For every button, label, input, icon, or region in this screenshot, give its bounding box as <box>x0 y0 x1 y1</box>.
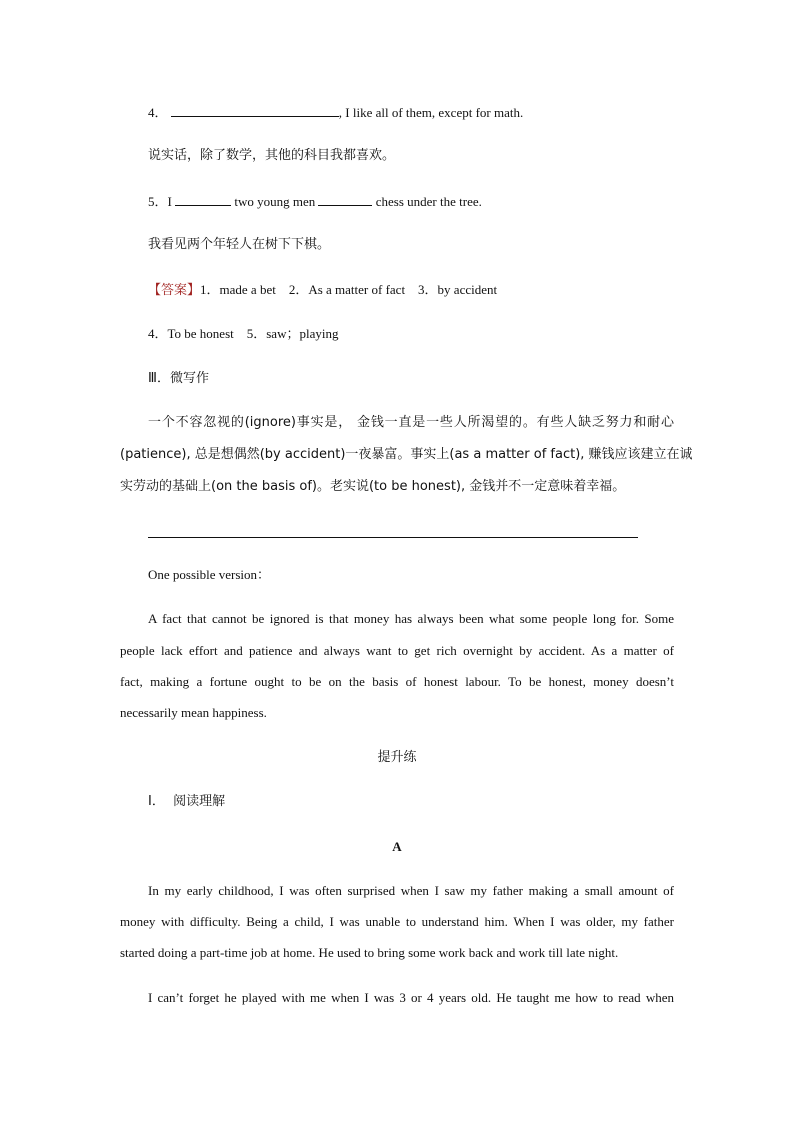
answer-blank[interactable] <box>318 192 372 206</box>
version-line-3: fact, making a fortune ought to be on the basis of honest labour. To be honest, money doesn’t <box>120 674 674 689</box>
answer-tag: 【答案】 <box>148 283 201 298</box>
section-3-title: Ⅲ．微写作 <box>148 371 209 386</box>
question-5-translation: 我看见两个年轻人在树下下棋。 <box>148 237 331 252</box>
question-5-text-mid: two young men <box>234 194 316 209</box>
micro-prompt-line-2: (patience), 总是想偶然(by accident)一夜暴富。事实上(as a matter of fact), 赚钱应该建立在诚 <box>120 447 693 462</box>
practice-title: 提升练 <box>377 750 417 765</box>
question-5-text-end: chess under the tree. <box>375 194 482 209</box>
micro-prompt-line-3: 实劳动的基础上(on the basis of)。老实说(to be honest), 金钱并不一定意味着幸福。 <box>120 479 626 494</box>
version-line-4: necessarily mean happiness. <box>120 705 267 720</box>
passage-label: A <box>392 839 402 854</box>
question-5 <box>148 192 482 211</box>
version-line-1: A fact that cannot be ignored is that money has always been what some people long for. Some <box>148 611 674 626</box>
answer-text-1: 1．made a bet 2．As a matter of fact 3．by accident <box>200 282 498 297</box>
passage-line-4: I can’t forget he played with me when I was 3 or 4 years old. He taught me how to read when <box>148 990 674 1005</box>
version-label: One possible version： <box>148 567 271 582</box>
answer-blank[interactable] <box>171 103 339 117</box>
question-4-translation: 说实话，除了数学，其他的科目我都喜欢。 <box>148 148 396 163</box>
writing-line[interactable] <box>148 537 638 538</box>
answer-line-2: 4．To be honest 5．saw；playing <box>148 326 339 341</box>
question-4-text: , I like all of them, except for math. <box>338 105 524 120</box>
passage-line-3: started doing a part-time job at home. He used to bring some work back and work till late night. <box>120 945 619 960</box>
answer-blank[interactable] <box>175 192 231 206</box>
question-4 <box>148 103 523 122</box>
answer-line-1 <box>148 281 497 300</box>
passage-line-1: In my early childhood, I was often surprised when I saw my father making a small amount of <box>148 883 674 898</box>
micro-prompt-line-1: 一个不容忽视的(ignore)事实是， 金钱一直是一些人所渴望的。有些人缺乏努力和耐心 <box>148 415 674 430</box>
section-1-title: Ⅰ． 阅读理解 <box>148 794 226 809</box>
passage-line-2: money with difficulty. Being a child, I was unable to understand him. When I was older, my father <box>120 914 674 929</box>
version-line-2: people lack effort and patience and always want to get rich overnight by accident. As a matter of <box>120 643 674 658</box>
question-5-number: 5．I <box>148 194 172 209</box>
question-4-number: 4． <box>148 105 168 120</box>
